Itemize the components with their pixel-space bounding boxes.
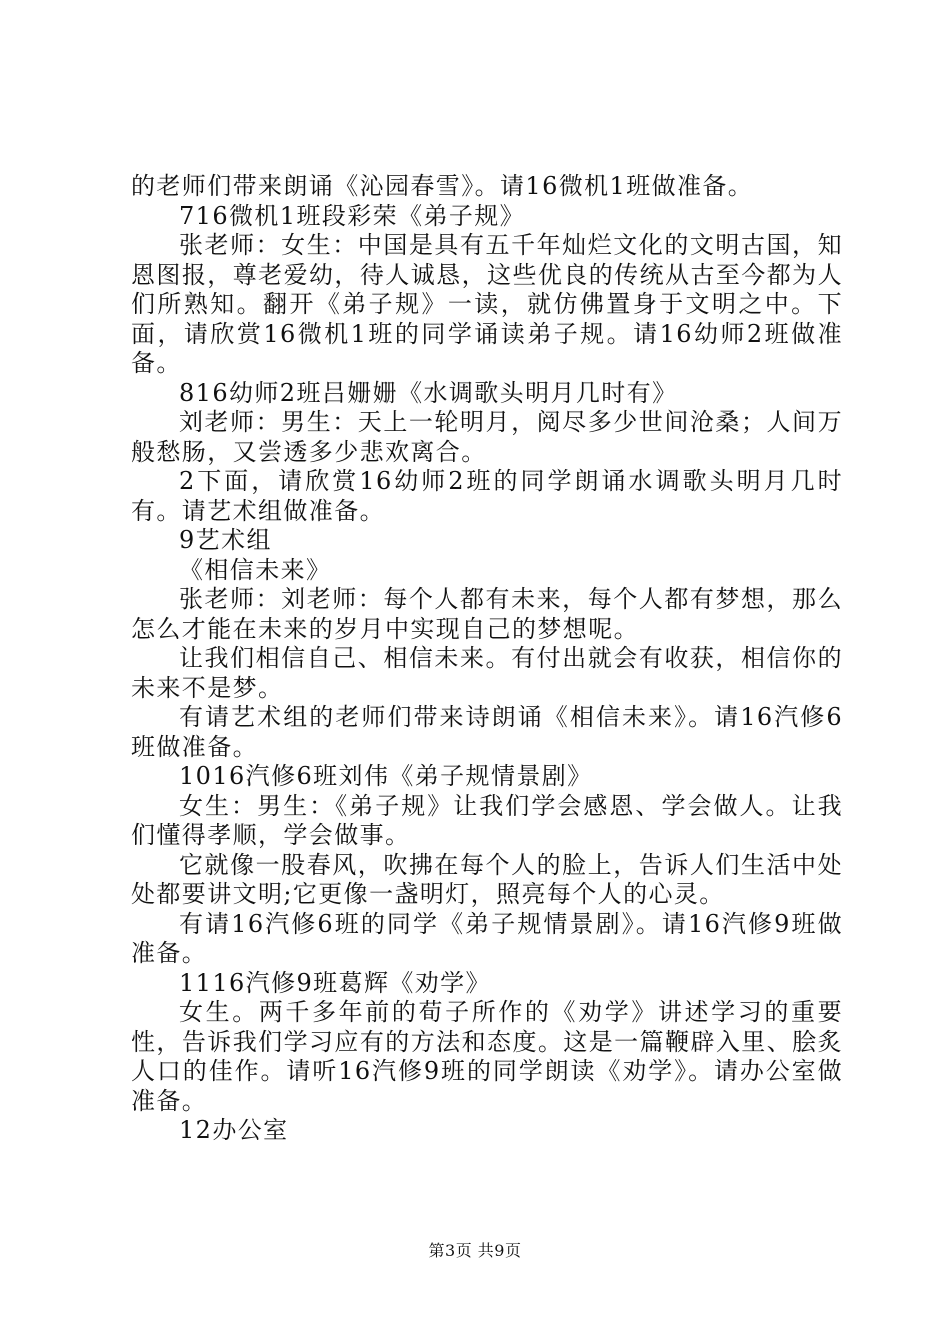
host-script-8-continued: 2下面，请欣赏16幼师2班的同学朗诵水调歌头明月几时有。请艺术组做准备。 [131, 467, 843, 525]
host-script-9: 张老师：刘老师：每个人都有未来，每个人都有梦想，那么怎么才能在未来的岁月中实现自己的梦想呢。 [131, 585, 843, 643]
paragraph-continuation: 的老师们带来朗诵《沁园春雪》。请16微机1班做准备。 [131, 172, 754, 200]
program-item-9-title: 《相信未来》 [179, 555, 332, 584]
program-item-12: 12办公室 [179, 1116, 289, 1144]
host-script-7: 张老师：女生：中国是具有五千年灿烂文化的文明古国，知恩图报，尊老爱幼，待人诚恳，这些优良的传统从古至今都为人们所熟知。翻开《弟子规》一读，就仿佛置身于文明之中。下面，请欣赏16微机1班的同学诵读弟子规。请16幼师2班做准备。 [131, 231, 843, 377]
host-script-10-continued: 它就像一股春风，吹拂在每个人的脸上，告诉人们生活中处处都要讲文明;它更像一盏明灯，照亮每个人的心灵。 [131, 850, 843, 908]
host-script-10: 女生：男生：《弟子规》让我们学会感恩、学会做人。让我们懂得孝顺，学会做事。 [131, 791, 843, 849]
program-item-10: 1016汽修6班刘伟《弟子规情景剧》 [179, 762, 593, 790]
host-script-9-closing: 有请艺术组的老师们带来诗朗诵《相信未来》。请16汽修6班做准备。 [131, 703, 843, 761]
program-item-8: 816幼师2班吕姗姗《水调歌头明月几时有》 [179, 378, 678, 407]
program-item-11: 1116汽修9班葛辉《劝学》 [179, 968, 491, 997]
host-script-9-continued: 让我们相信自己、相信未来。有付出就会有收获，相信你的未来不是梦。 [131, 644, 843, 702]
host-script-8: 刘老师：男生：天上一轮明月，阅尽多少世间沧桑；人间万般愁肠，又尝透多少悲欢离合。 [131, 408, 843, 466]
document-body [131, 172, 843, 1146]
host-script-10-closing: 有请16汽修6班的同学《弟子规情景剧》。请16汽修9班做准备。 [131, 909, 843, 967]
program-item-9: 9艺术组 [179, 526, 272, 554]
host-script-11: 女生。两千多年前的荀子所作的《劝学》讲述学习的重要性，告诉我们学习应有的方法和态度。这是一篇鞭辟入里、脍炙人口的佳作。请听16汽修9班的同学朗读《劝学》。请办公室做准备。 [131, 998, 843, 1115]
page-number: 第3页 共9页 [428, 1241, 522, 1260]
program-item-7: 716微机1班段彩荣《弟子规》 [179, 201, 526, 230]
